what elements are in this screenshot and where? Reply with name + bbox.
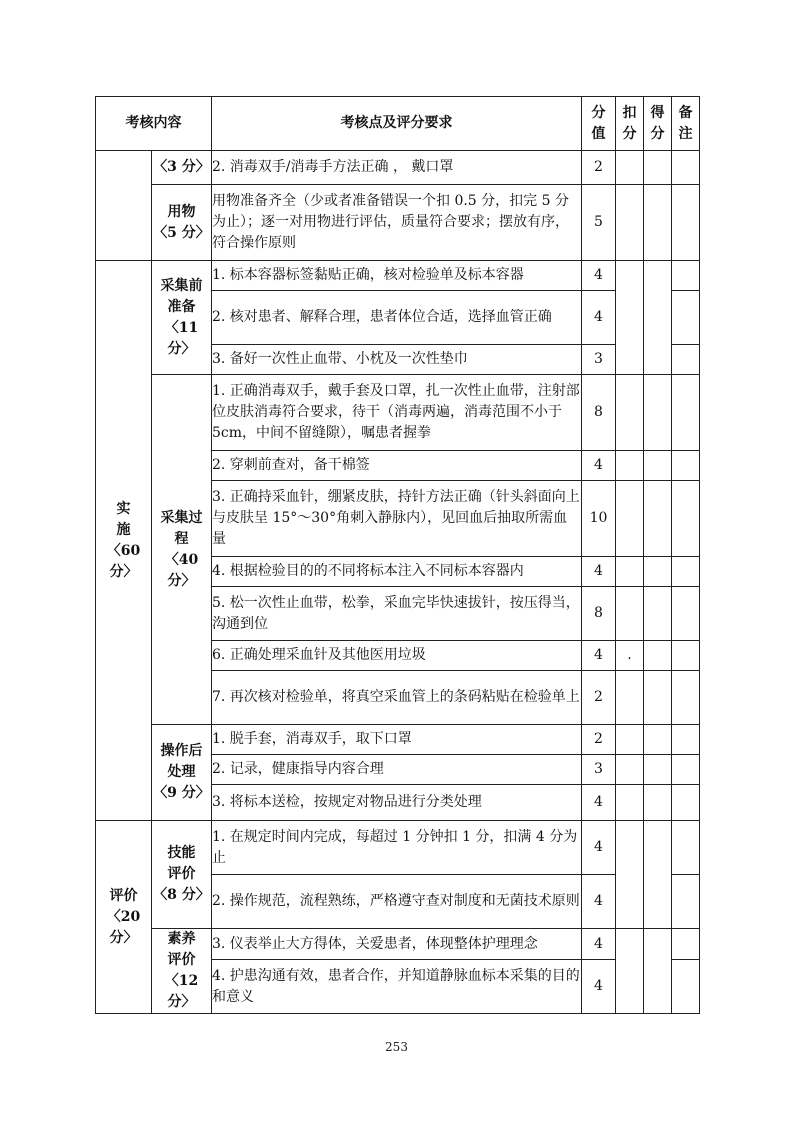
remark-cell xyxy=(672,345,700,375)
requirement-text: 7. 再次核对检验单，将真空采血管上的条码粘贴在检验单上 xyxy=(212,671,582,725)
category-label: 实 施 〈60 分〉 xyxy=(96,261,152,821)
subcategory-label: 素养 评价 〈12 分〉 xyxy=(152,929,212,1014)
obtained-cell xyxy=(644,151,672,185)
deduct-cell xyxy=(616,785,644,821)
score-value: 8 xyxy=(582,375,616,451)
deduct-cell xyxy=(616,587,644,641)
subcategory-label: 用物 〈5 分〉 xyxy=(152,185,212,261)
requirement-text: 用物准备齐全（少或者准备错误一个扣 0.5 分，扣完 5 分为止）；逐一对用物进行评估，质量符合要求；摆放有序，符合操作原则 xyxy=(212,185,582,261)
deduct-cell xyxy=(616,821,644,929)
page-number: 253 xyxy=(385,1040,408,1054)
score-value: 4 xyxy=(582,821,616,875)
deduct-cell xyxy=(616,755,644,785)
obtained-cell xyxy=(644,929,672,1014)
score-value: 5 xyxy=(582,185,616,261)
requirement-text: 3. 正确持采血针，绷紧皮肤，持针方法正确（针头斜面向上与皮肤呈 15°～30°角刺入静脉内），见回血后抽取所需血量 xyxy=(212,481,582,557)
remark-cell xyxy=(672,151,700,185)
deduct-cell xyxy=(616,451,644,481)
remark-cell xyxy=(672,291,700,345)
deduct-cell xyxy=(616,671,644,725)
score-value: 2 xyxy=(582,671,616,725)
requirement-text: 2. 核对患者、解释合理，患者体位合适，选择血管正确 xyxy=(212,291,582,345)
header-deduct: 扣 分 xyxy=(616,97,644,151)
score-value: 3 xyxy=(582,345,616,375)
obtained-cell xyxy=(644,261,672,375)
score-value: 10 xyxy=(582,481,616,557)
table-row xyxy=(96,185,700,261)
obtained-cell xyxy=(644,375,672,451)
remark-cell xyxy=(672,451,700,481)
requirement-text: 6. 正确处理采血针及其他医用垃圾 xyxy=(212,641,582,671)
obtained-cell xyxy=(644,785,672,821)
score-value: 4 xyxy=(582,785,616,821)
deduct-cell xyxy=(616,375,644,451)
remark-cell xyxy=(672,755,700,785)
obtained-cell xyxy=(644,587,672,641)
score-value: 4 xyxy=(582,641,616,671)
table-row xyxy=(96,261,700,291)
score-value: 2 xyxy=(582,725,616,755)
obtained-cell xyxy=(644,185,672,261)
deduct-cell xyxy=(616,261,644,375)
remark-cell xyxy=(672,641,700,671)
requirement-text: 5. 松一次性止血带，松拳，采血完毕快速拔针，按压得当，沟通到位 xyxy=(212,587,582,641)
table-row xyxy=(96,929,700,960)
requirement-text: 2. 操作规范，流程熟练，严格遵守查对制度和无菌技术原则 xyxy=(212,875,582,929)
header-obtained: 得 分 xyxy=(644,97,672,151)
deduct-cell xyxy=(616,929,644,1014)
table-row xyxy=(96,375,700,451)
table-row xyxy=(96,151,700,185)
remark-cell xyxy=(672,725,700,755)
score-value: 4 xyxy=(582,929,616,960)
table-row xyxy=(96,725,700,755)
requirement-text: 1. 脱手套，消毒双手，取下口罩 xyxy=(212,725,582,755)
subcategory-label: 操作后 处理 〈9 分〉 xyxy=(152,725,212,821)
requirement-text: 1. 标本容器标签黏贴正确，核对检验单及标本容器 xyxy=(212,261,582,291)
requirement-text: 3. 仪表举止大方得体，关爱患者，体现整体护理理念 xyxy=(212,929,582,960)
score-value: 4 xyxy=(582,291,616,345)
remark-cell xyxy=(672,261,700,291)
deduct-cell: . xyxy=(616,641,644,671)
obtained-cell xyxy=(644,755,672,785)
assessment-table xyxy=(95,96,700,1014)
obtained-cell xyxy=(644,481,672,557)
table-header-row xyxy=(96,97,700,151)
obtained-cell xyxy=(644,451,672,481)
deduct-cell xyxy=(616,557,644,587)
obtained-cell xyxy=(644,671,672,725)
requirement-text: 2. 消毒双手/消毒手方法正确 ， 戴口罩 xyxy=(212,151,582,185)
obtained-cell xyxy=(644,821,672,929)
remark-cell xyxy=(672,185,700,261)
remark-cell xyxy=(672,821,700,875)
subcategory-label: 采集过 程 〈40 分〉 xyxy=(152,375,212,725)
score-value: 3 xyxy=(582,755,616,785)
requirement-text: 1. 正确消毒双手，戴手套及口罩，扎一次性止血带，注射部位皮肤消毒符合要求，待干（消毒两遍，消毒范围不小于 5cm，中间不留缝隙），嘱患者握拳 xyxy=(212,375,582,451)
header-remark: 备 注 xyxy=(672,97,700,151)
remark-cell xyxy=(672,929,700,960)
score-value: 4 xyxy=(582,875,616,929)
obtained-cell xyxy=(644,557,672,587)
remark-cell xyxy=(672,587,700,641)
remark-cell xyxy=(672,557,700,587)
remark-cell xyxy=(672,375,700,451)
remark-cell xyxy=(672,875,700,929)
requirement-text: 2. 记录，健康指导内容合理 xyxy=(212,755,582,785)
requirement-text: 3. 将标本送检，按规定对物品进行分类处理 xyxy=(212,785,582,821)
remark-cell xyxy=(672,960,700,1014)
requirement-text: 4. 护患沟通有效，患者合作，并知道静脉血标本采集的目的和意义 xyxy=(212,960,582,1014)
table-row xyxy=(96,821,700,875)
deduct-cell xyxy=(616,185,644,261)
remark-cell xyxy=(672,671,700,725)
category-label: 评价〈20 分〉 xyxy=(96,821,152,1014)
requirement-text: 1. 在规定时间内完成，每超过 1 分钟扣 1 分，扣满 4 分为止 xyxy=(212,821,582,875)
subcategory-label: 采集前 准备 〈11 分〉 xyxy=(152,261,212,375)
category-cell-empty xyxy=(96,151,152,261)
requirement-text: 2. 穿刺前查对，备干棉签 xyxy=(212,451,582,481)
subcategory-label: 〈3 分〉 xyxy=(152,151,212,185)
header-score: 分 值 xyxy=(582,97,616,151)
subcategory-label: 技能 评价 〈8 分〉 xyxy=(152,821,212,929)
score-value: 2 xyxy=(582,151,616,185)
obtained-cell xyxy=(644,641,672,671)
score-value: 4 xyxy=(582,451,616,481)
score-value: 8 xyxy=(582,587,616,641)
deduct-cell xyxy=(616,725,644,755)
obtained-cell xyxy=(644,725,672,755)
header-content: 考核内容 xyxy=(96,97,212,151)
remark-cell xyxy=(672,785,700,821)
requirement-text: 3. 备好一次性止血带、小枕及一次性垫巾 xyxy=(212,345,582,375)
remark-cell xyxy=(672,481,700,557)
score-value: 4 xyxy=(582,261,616,291)
requirement-text: 4. 根据检验目的的不同将标本注入不同标本容器内 xyxy=(212,557,582,587)
score-value: 4 xyxy=(582,960,616,1014)
deduct-cell xyxy=(616,151,644,185)
score-value: 4 xyxy=(582,557,616,587)
deduct-cell xyxy=(616,481,644,557)
header-requirements: 考核点及评分要求 xyxy=(212,97,582,151)
